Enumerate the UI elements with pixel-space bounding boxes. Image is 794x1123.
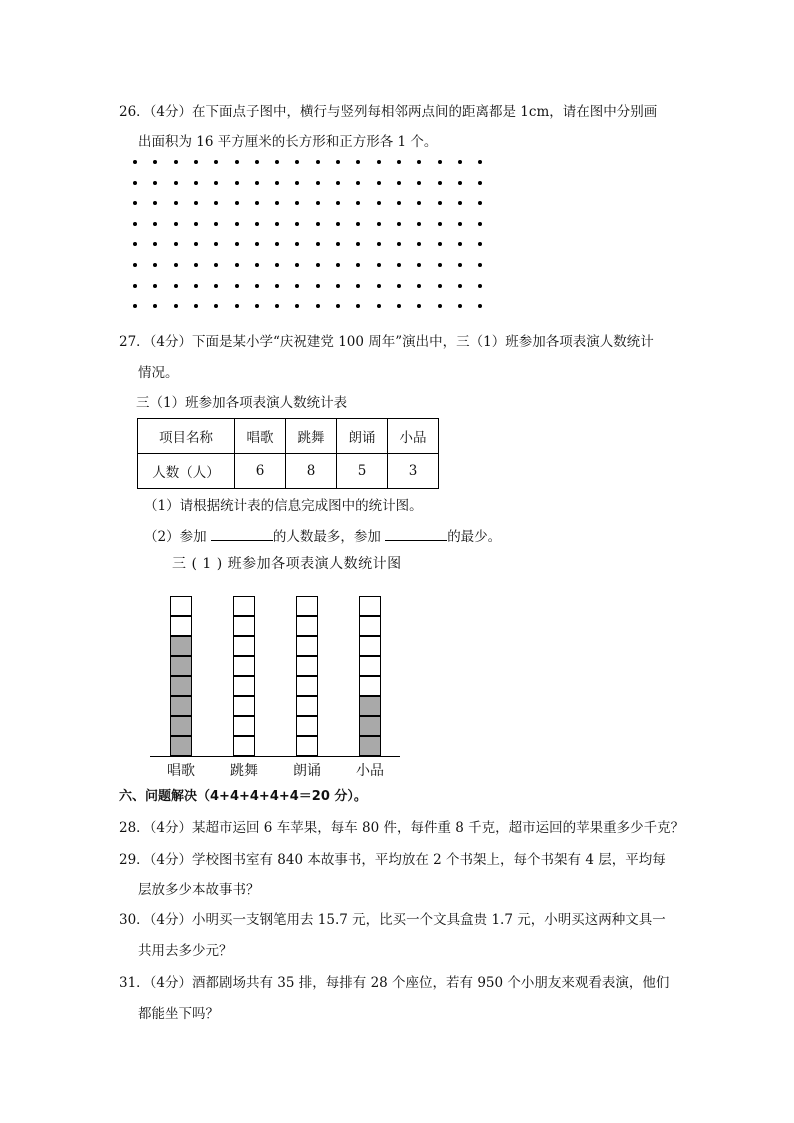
grid-dot[interactable] xyxy=(377,304,381,308)
grid-dot[interactable] xyxy=(316,242,320,246)
grid-dot[interactable] xyxy=(295,160,299,164)
bar-cell-filled[interactable] xyxy=(359,716,381,736)
grid-dot[interactable] xyxy=(478,263,482,267)
grid-dot[interactable] xyxy=(275,263,279,267)
grid-dot[interactable] xyxy=(275,201,279,205)
grid-dot[interactable] xyxy=(295,222,299,226)
grid-dot[interactable] xyxy=(235,263,239,267)
grid-dot[interactable] xyxy=(397,181,401,185)
grid-dot[interactable] xyxy=(478,201,482,205)
grid-dot[interactable] xyxy=(235,242,239,246)
grid-dot[interactable] xyxy=(194,201,198,205)
grid-dot[interactable] xyxy=(214,304,218,308)
grid-dot[interactable] xyxy=(214,284,218,288)
grid-dot[interactable] xyxy=(255,263,259,267)
grid-dot[interactable] xyxy=(458,304,462,308)
q31-line1: 31．（4分）酒都剧场共有 35 排，每排有 28 个座位，若有 950 个小朋友来观看表演，他们 xyxy=(119,975,670,991)
chart-column[interactable] xyxy=(296,596,318,756)
stats-table xyxy=(137,418,439,489)
bar-cell-empty[interactable] xyxy=(296,736,318,756)
bar-cell-empty[interactable] xyxy=(296,716,318,736)
grid-dot[interactable] xyxy=(356,222,360,226)
grid-dot[interactable] xyxy=(438,181,442,185)
grid-dot[interactable] xyxy=(133,222,137,226)
table-header-row xyxy=(138,419,439,454)
table-cell: 6 xyxy=(235,454,286,489)
grid-dot[interactable] xyxy=(174,181,178,185)
grid-dot[interactable] xyxy=(458,201,462,205)
grid-dot[interactable] xyxy=(397,304,401,308)
q26-line2: 出面积为 16 平方厘米的长方形和正方形各 1 个。 xyxy=(138,134,438,150)
grid-dot[interactable] xyxy=(336,160,340,164)
grid-dot[interactable] xyxy=(316,284,320,288)
bar-cell-empty[interactable] xyxy=(233,676,255,696)
q27-sub2 xyxy=(144,527,501,546)
bar-cell-empty[interactable] xyxy=(233,636,255,656)
grid-dot[interactable] xyxy=(417,242,421,246)
grid-dot[interactable] xyxy=(214,263,218,267)
grid-dot[interactable] xyxy=(356,263,360,267)
grid-dot[interactable] xyxy=(153,222,157,226)
grid-dot[interactable] xyxy=(377,263,381,267)
grid-dot[interactable] xyxy=(458,263,462,267)
table-cell: 8 xyxy=(286,454,337,489)
grid-dot[interactable] xyxy=(478,181,482,185)
grid-dot[interactable] xyxy=(336,201,340,205)
grid-dot[interactable] xyxy=(295,201,299,205)
grid-dot[interactable] xyxy=(133,181,137,185)
grid-dot[interactable] xyxy=(194,222,198,226)
grid-dot[interactable] xyxy=(255,242,259,246)
grid-dot[interactable] xyxy=(255,304,259,308)
bar-cell-empty[interactable] xyxy=(233,696,255,716)
grid-dot[interactable] xyxy=(356,284,360,288)
q28: 28．（4分）某超市运回 6 车苹果，每车 80 件，每件重 8 千克，超市运回的苹果重多少千克？ xyxy=(119,820,685,836)
chart-column[interactable] xyxy=(359,596,381,756)
table-cell: 3 xyxy=(388,454,439,489)
section-6-heading: 六、问题解决（4+4+4+4+4＝20 分）。 xyxy=(119,789,367,804)
grid-dot[interactable] xyxy=(438,222,442,226)
grid-dot[interactable] xyxy=(356,181,360,185)
grid-dot[interactable] xyxy=(458,181,462,185)
q30-line2: 共用去多少元？ xyxy=(138,943,233,959)
grid-dot[interactable] xyxy=(458,160,462,164)
grid-dot[interactable] xyxy=(235,201,239,205)
grid-dot[interactable] xyxy=(356,304,360,308)
bar-cell-empty[interactable] xyxy=(233,656,255,676)
grid-dot[interactable] xyxy=(417,284,421,288)
grid-dot[interactable] xyxy=(235,181,239,185)
chart-column[interactable] xyxy=(233,596,255,756)
grid-dot[interactable] xyxy=(153,284,157,288)
bar-cell-empty[interactable] xyxy=(296,696,318,716)
chart-column[interactable] xyxy=(170,596,192,756)
grid-dot[interactable] xyxy=(295,284,299,288)
grid-dot[interactable] xyxy=(356,242,360,246)
q27-sub1: （1）请根据统计表的信息完成图中的统计图。 xyxy=(144,498,423,514)
grid-dot[interactable] xyxy=(235,304,239,308)
grid-dot[interactable] xyxy=(316,201,320,205)
q30-line1: 30．（4分）小明买一支钢笔用去 15.7 元，比买一个文具盒贵 1.7 元，小明买这两种文具一 xyxy=(119,912,666,928)
grid-dot[interactable] xyxy=(275,160,279,164)
bar-cell-empty[interactable] xyxy=(296,596,318,616)
bar-cell-empty[interactable] xyxy=(233,736,255,756)
grid-dot[interactable] xyxy=(133,304,137,308)
bar-cell-empty[interactable] xyxy=(233,596,255,616)
bar-cell-empty[interactable] xyxy=(233,716,255,736)
grid-dot[interactable] xyxy=(377,181,381,185)
grid-dot[interactable] xyxy=(377,284,381,288)
table-cell: 项目名称 xyxy=(138,419,235,454)
grid-dot[interactable] xyxy=(438,284,442,288)
sub2-text-c: 的最少。 xyxy=(447,529,502,545)
grid-dot[interactable] xyxy=(235,284,239,288)
grid-dot[interactable] xyxy=(417,263,421,267)
bar-cell-filled[interactable] xyxy=(170,696,192,716)
x-tick-label: 跳舞 xyxy=(230,763,258,779)
bar-cell-empty[interactable] xyxy=(233,616,255,636)
dot-grid[interactable] xyxy=(133,160,495,320)
grid-dot[interactable] xyxy=(377,242,381,246)
grid-dot[interactable] xyxy=(438,201,442,205)
grid-dot[interactable] xyxy=(295,263,299,267)
grid-dot[interactable] xyxy=(235,222,239,226)
grid-dot[interactable] xyxy=(153,181,157,185)
grid-dot[interactable] xyxy=(417,222,421,226)
table-cell: 5 xyxy=(337,454,388,489)
bar-cell-empty[interactable] xyxy=(359,636,381,656)
grid-dot[interactable] xyxy=(255,160,259,164)
grid-dot[interactable] xyxy=(275,222,279,226)
grid-dot[interactable] xyxy=(316,181,320,185)
bar-cell-filled[interactable] xyxy=(170,676,192,696)
grid-dot[interactable] xyxy=(377,201,381,205)
grid-dot[interactable] xyxy=(214,181,218,185)
grid-dot[interactable] xyxy=(194,160,198,164)
grid-dot[interactable] xyxy=(214,160,218,164)
grid-dot[interactable] xyxy=(133,284,137,288)
table-row xyxy=(138,454,439,489)
grid-dot[interactable] xyxy=(174,304,178,308)
bar-cell-empty[interactable] xyxy=(359,656,381,676)
grid-dot[interactable] xyxy=(153,304,157,308)
grid-dot[interactable] xyxy=(174,201,178,205)
grid-dot[interactable] xyxy=(397,201,401,205)
q26-line1: 26．（4分）在下面点子图中，横行与竖列每相邻两点间的距离都是 1cm，请在图中分别画 xyxy=(119,104,658,120)
grid-dot[interactable] xyxy=(133,242,137,246)
grid-dot[interactable] xyxy=(275,181,279,185)
grid-dot[interactable] xyxy=(194,284,198,288)
grid-dot[interactable] xyxy=(133,160,137,164)
grid-dot[interactable] xyxy=(295,304,299,308)
grid-dot[interactable] xyxy=(356,201,360,205)
grid-dot[interactable] xyxy=(336,181,340,185)
grid-dot[interactable] xyxy=(458,222,462,226)
answer-blank-least[interactable] xyxy=(385,527,447,541)
bar-cell-filled[interactable] xyxy=(359,736,381,756)
grid-dot[interactable] xyxy=(235,160,239,164)
grid-dot[interactable] xyxy=(438,263,442,267)
grid-dot[interactable] xyxy=(275,284,279,288)
grid-dot[interactable] xyxy=(153,263,157,267)
bar-cell-empty[interactable] xyxy=(170,596,192,616)
grid-dot[interactable] xyxy=(478,242,482,246)
grid-dot[interactable] xyxy=(417,201,421,205)
grid-dot[interactable] xyxy=(316,304,320,308)
grid-dot[interactable] xyxy=(295,242,299,246)
grid-dot[interactable] xyxy=(438,160,442,164)
chart-title: 三 ( 1 ) 班参加各项表演人数统计图 xyxy=(172,556,402,572)
grid-dot[interactable] xyxy=(133,201,137,205)
q27-line1: 27．（4分）下面是某小学“庆祝建党 100 周年”演出中，三（1）班参加各项表演人数统计 xyxy=(119,334,654,350)
bar-cell-filled[interactable] xyxy=(170,716,192,736)
table-cell: 小品 xyxy=(388,419,439,454)
grid-dot[interactable] xyxy=(174,284,178,288)
grid-dot[interactable] xyxy=(194,242,198,246)
bar-cell-empty[interactable] xyxy=(296,616,318,636)
grid-dot[interactable] xyxy=(417,181,421,185)
grid-dot[interactable] xyxy=(295,181,299,185)
grid-dot[interactable] xyxy=(438,242,442,246)
grid-dot[interactable] xyxy=(255,201,259,205)
grid-dot[interactable] xyxy=(316,263,320,267)
bar-cell-filled[interactable] xyxy=(170,736,192,756)
grid-dot[interactable] xyxy=(458,242,462,246)
bar-cell-empty[interactable] xyxy=(296,656,318,676)
q27-line2: 情况。 xyxy=(138,365,179,381)
answer-blank-most[interactable] xyxy=(211,527,273,541)
grid-dot[interactable] xyxy=(478,160,482,164)
sub2-text-a: （2）参加 xyxy=(144,529,207,545)
table-title: 三（1）班参加各项表演人数统计表 xyxy=(136,395,348,411)
table-cell: 人数（人） xyxy=(138,454,235,489)
grid-dot[interactable] xyxy=(275,304,279,308)
bar-cell-filled[interactable] xyxy=(170,636,192,656)
grid-dot[interactable] xyxy=(356,160,360,164)
grid-dot[interactable] xyxy=(255,222,259,226)
chart-baseline xyxy=(150,756,400,757)
grid-dot[interactable] xyxy=(153,242,157,246)
grid-dot[interactable] xyxy=(214,201,218,205)
grid-dot[interactable] xyxy=(174,222,178,226)
q31-line2: 都能坐下吗？ xyxy=(138,1006,219,1022)
bar-cell-empty[interactable] xyxy=(359,616,381,636)
grid-dot[interactable] xyxy=(194,263,198,267)
bar-cell-empty[interactable] xyxy=(296,636,318,656)
grid-dot[interactable] xyxy=(174,263,178,267)
grid-dot[interactable] xyxy=(336,304,340,308)
bar-cell-empty[interactable] xyxy=(296,676,318,696)
x-tick-label: 朗诵 xyxy=(293,763,321,779)
table-cell: 唱歌 xyxy=(235,419,286,454)
grid-dot[interactable] xyxy=(458,284,462,288)
grid-dot[interactable] xyxy=(417,160,421,164)
bar-cell-filled[interactable] xyxy=(359,696,381,716)
bar-cell-empty[interactable] xyxy=(170,616,192,636)
q29-line1: 29．（4分）学校图书室有 840 本故事书，平均放在 2 个书架上，每个书架有 4 层，平均每 xyxy=(119,852,666,868)
grid-dot[interactable] xyxy=(214,242,218,246)
grid-dot[interactable] xyxy=(377,160,381,164)
x-tick-label: 唱歌 xyxy=(167,763,195,779)
grid-dot[interactable] xyxy=(478,304,482,308)
grid-dot[interactable] xyxy=(214,222,218,226)
grid-dot[interactable] xyxy=(133,263,137,267)
bar-cell-filled[interactable] xyxy=(170,656,192,676)
grid-dot[interactable] xyxy=(194,181,198,185)
q29-line2: 层放多少本故事书？ xyxy=(138,882,260,898)
grid-dot[interactable] xyxy=(397,284,401,288)
bar-cell-empty[interactable] xyxy=(359,596,381,616)
grid-dot[interactable] xyxy=(316,160,320,164)
table-cell: 跳舞 xyxy=(286,419,337,454)
grid-dot[interactable] xyxy=(438,304,442,308)
grid-dot[interactable] xyxy=(336,263,340,267)
grid-dot[interactable] xyxy=(275,242,279,246)
grid-dot[interactable] xyxy=(153,160,157,164)
grid-dot[interactable] xyxy=(397,222,401,226)
grid-dot[interactable] xyxy=(336,222,340,226)
grid-dot[interactable] xyxy=(255,284,259,288)
grid-dot[interactable] xyxy=(153,201,157,205)
grid-dot[interactable] xyxy=(316,222,320,226)
grid-dot[interactable] xyxy=(336,242,340,246)
grid-dot[interactable] xyxy=(478,284,482,288)
grid-dot[interactable] xyxy=(417,304,421,308)
grid-dot[interactable] xyxy=(377,222,381,226)
sub2-text-b: 的人数最多，参加 xyxy=(272,529,381,545)
grid-dot[interactable] xyxy=(397,263,401,267)
grid-dot[interactable] xyxy=(336,284,340,288)
table-cell: 朗诵 xyxy=(337,419,388,454)
grid-dot[interactable] xyxy=(397,160,401,164)
grid-dot[interactable] xyxy=(174,242,178,246)
grid-dot[interactable] xyxy=(194,304,198,308)
grid-dot[interactable] xyxy=(397,242,401,246)
bar-cell-empty[interactable] xyxy=(359,676,381,696)
x-tick-label: 小品 xyxy=(356,763,384,779)
grid-dot[interactable] xyxy=(174,160,178,164)
grid-dot[interactable] xyxy=(478,222,482,226)
grid-dot[interactable] xyxy=(255,181,259,185)
